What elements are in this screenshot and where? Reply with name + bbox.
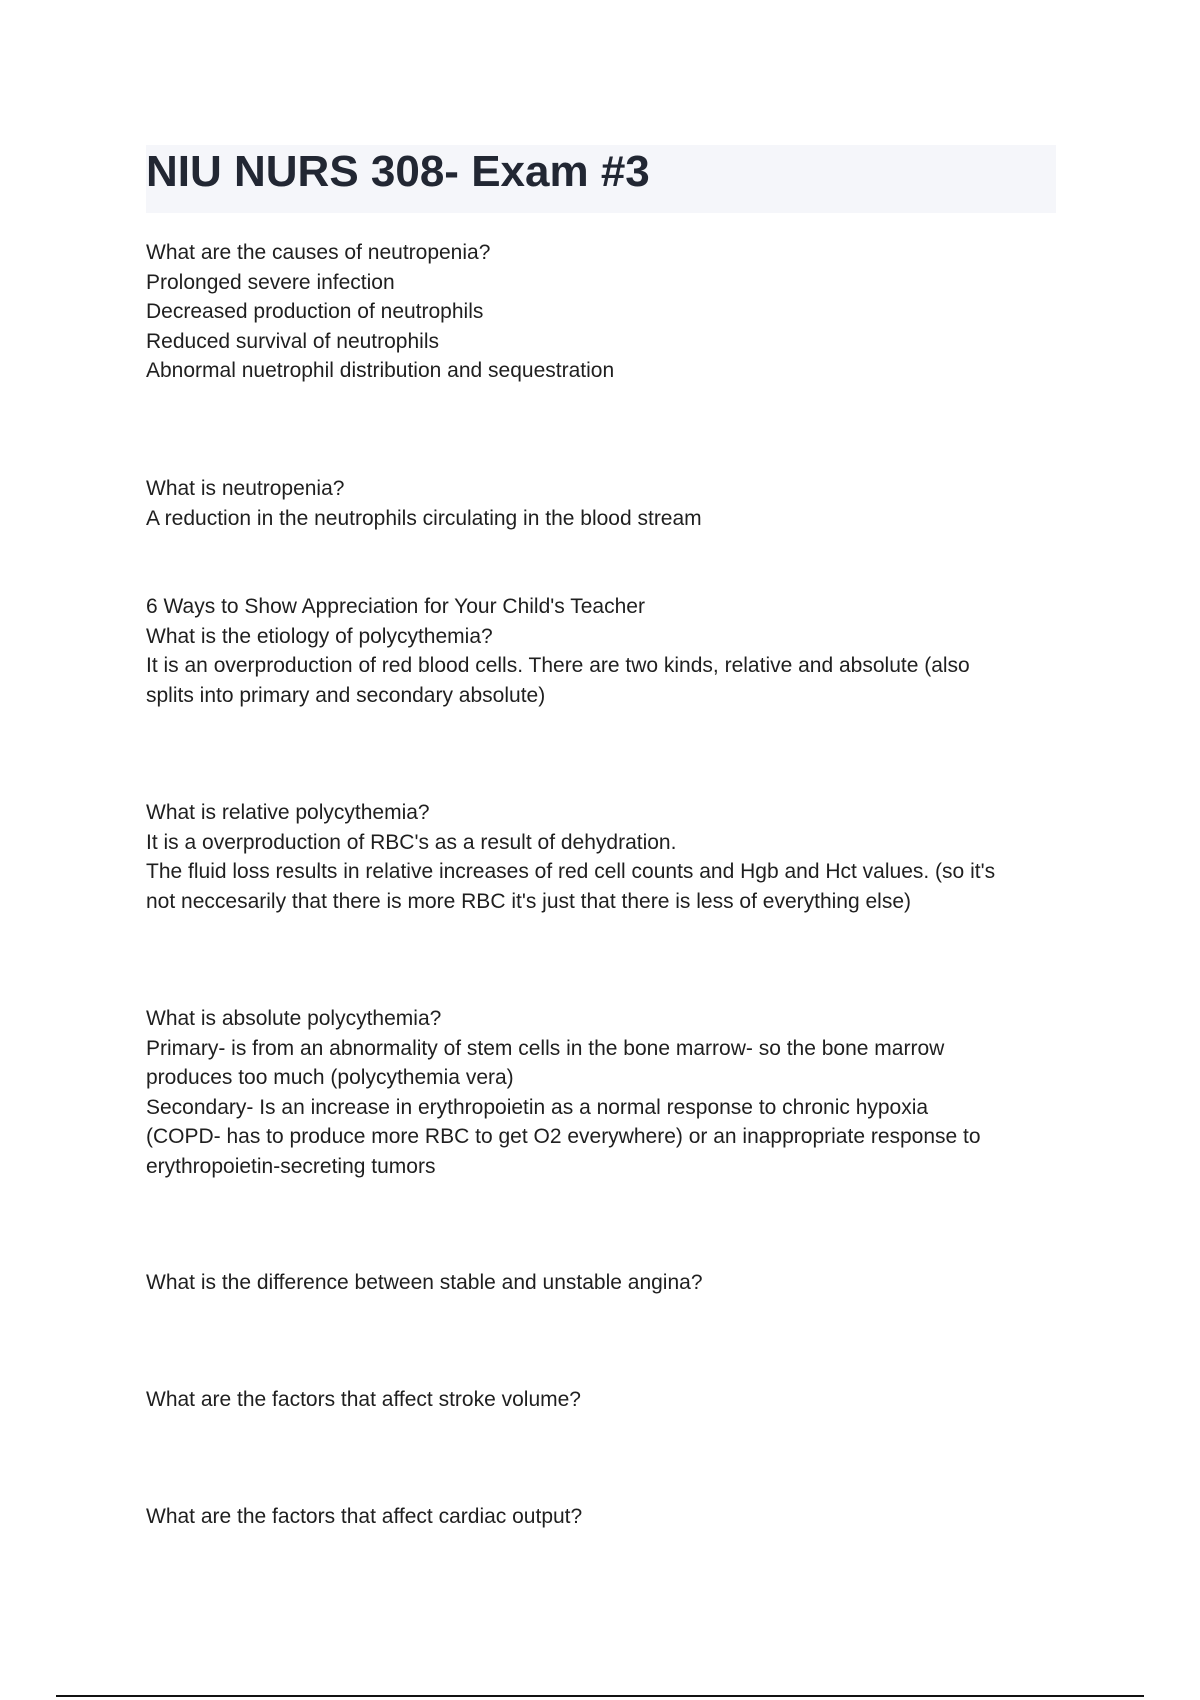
question-line: What is the etiology of polycythemia? xyxy=(146,624,493,648)
answer-line: not neccesarily that there is more RBC it's just that there is less of everything else) xyxy=(146,889,912,913)
question-line: What is the difference between stable and unstable angina? xyxy=(146,1271,703,1294)
qa-block-relative-polycythemia xyxy=(146,798,1066,916)
question-line: What are the factors that affect cardiac output? xyxy=(146,1505,583,1528)
answer-line: Reduced survival of neutrophils xyxy=(146,329,439,353)
answer-line: produces too much (polycythemia vera) xyxy=(146,1066,514,1089)
qa-block-stroke-volume xyxy=(146,1385,1066,1415)
answer-line: erythropoietin-secreting tumors xyxy=(146,1154,436,1178)
qa-block-absolute-polycythemia xyxy=(146,1004,1066,1181)
answer-line: Decreased production of neutrophils xyxy=(146,300,484,323)
inserted-text-line: 6 Ways to Show Appreciation for Your Child's Teacher xyxy=(146,595,645,618)
question-line: What are the causes of neutropenia? xyxy=(146,241,491,264)
answer-line: The fluid loss results in relative increases of red cell counts and Hgb and Hct values. (so it's xyxy=(146,860,996,883)
answer-line: Secondary- Is an increase in erythropoietin as a normal response to chronic hypoxia xyxy=(146,1095,929,1119)
qa-block-neutropenia-definition xyxy=(146,474,1066,533)
answer-line: It is a overproduction of RBC's as a result of dehydration. xyxy=(146,830,677,854)
answer-line: It is an overproduction of red blood cells. There are two kinds, relative and absolute (also xyxy=(146,654,970,677)
answer-line: splits into primary and secondary absolute) xyxy=(146,683,546,707)
answer-line: Prolonged severe infection xyxy=(146,270,395,294)
question-line: What are the factors that affect stroke volume? xyxy=(146,1388,581,1411)
qa-block-cardiac-output xyxy=(146,1502,1066,1532)
qa-block-angina xyxy=(146,1268,1066,1298)
question-line: What is relative polycythemia? xyxy=(146,801,430,824)
answer-line: (COPD- has to produce more RBC to get O2 everywhere) or an inappropriate response to xyxy=(146,1125,981,1148)
question-line: What is neutropenia? xyxy=(146,477,345,500)
qa-block-neutropenia-causes xyxy=(146,238,1066,386)
question-line: What is absolute polycythemia? xyxy=(146,1007,442,1030)
document-title: NIU NURS 308- Exam #3 xyxy=(146,147,650,196)
answer-line: Primary- is from an abnormality of stem cells in the bone marrow- so the bone marrow xyxy=(146,1036,945,1060)
page-bottom-rule xyxy=(56,1695,1144,1697)
answer-line: Abnormal nuetrophil distribution and sequestration xyxy=(146,359,615,382)
qa-block-polycythemia-etiology xyxy=(146,592,1066,710)
answer-line: A reduction in the neutrophils circulating in the blood stream xyxy=(146,506,702,530)
